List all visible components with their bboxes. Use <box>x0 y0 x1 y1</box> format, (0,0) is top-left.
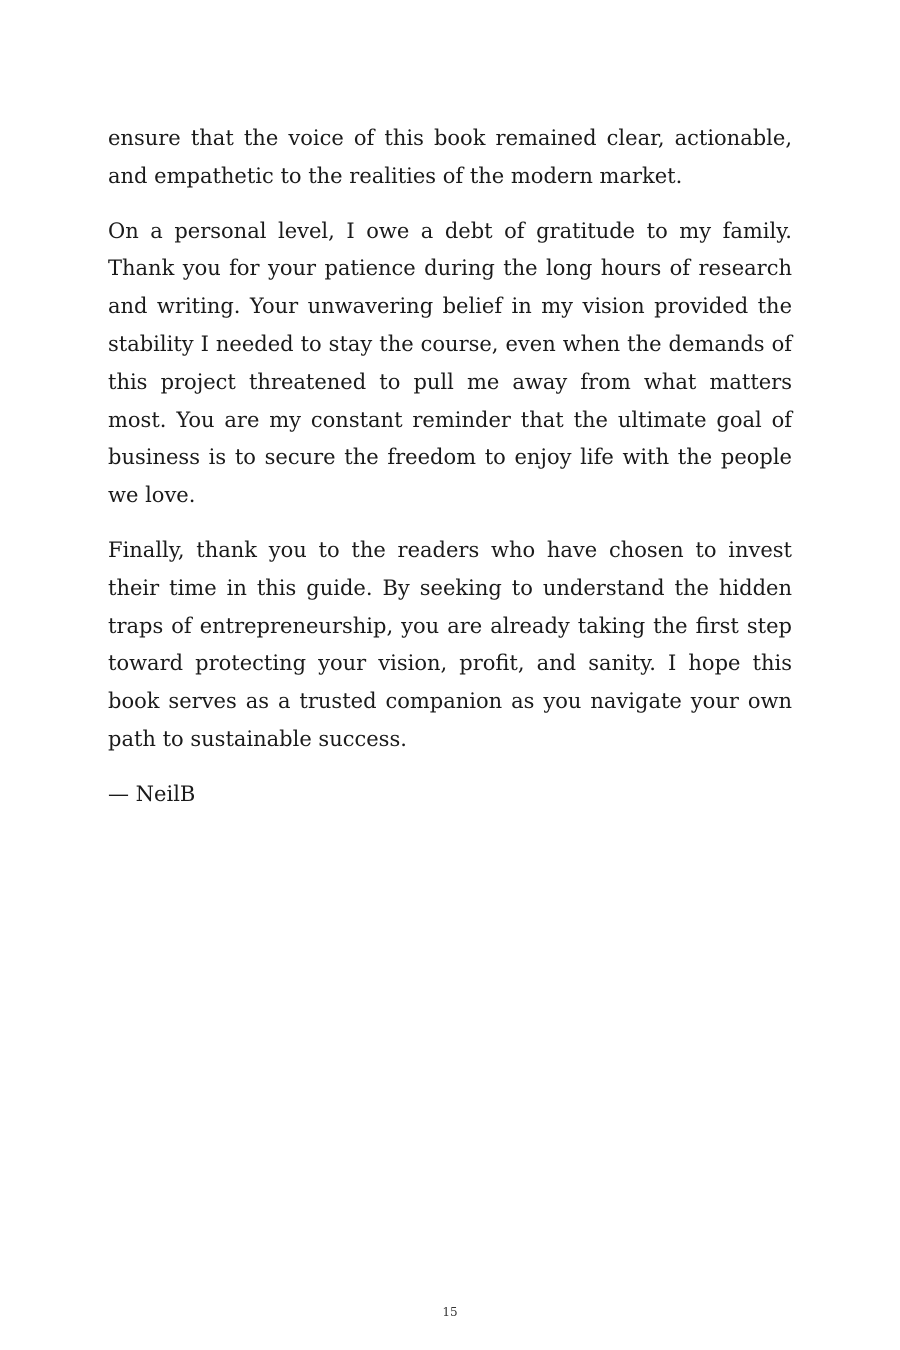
paragraph-reader-thanks: Finally, thank you to the readers who have chosen to invest their time in this guide. By seeking to understand the hidden traps of entrepreneurship, you are already taking the first step toward protecting your vision, profit, and sanity. I hope this book serves as a trusted companion as you navigate your own path to sustainable success. <box>108 537 792 751</box>
author-signature: — NeilB <box>108 781 196 806</box>
paragraph-continuation: ensure that the voice of this book remained clear, actionable, and empathetic to the realities of the modern market. <box>108 126 792 188</box>
body-text <box>108 120 792 831</box>
page-number: 15 <box>442 1305 458 1319</box>
paragraph-family-thanks: On a personal level, I owe a debt of gratitude to my family. Thank you for your patience during the long hours of research and writing. Your unwavering belief in my vision provided the stability I needed to stay the course, even when the demands of this project threatened to pull me away from what matters most. You are my constant reminder that the ultimate goal of business is to secure the freedom to enjoy life with the people we love. <box>108 218 792 508</box>
